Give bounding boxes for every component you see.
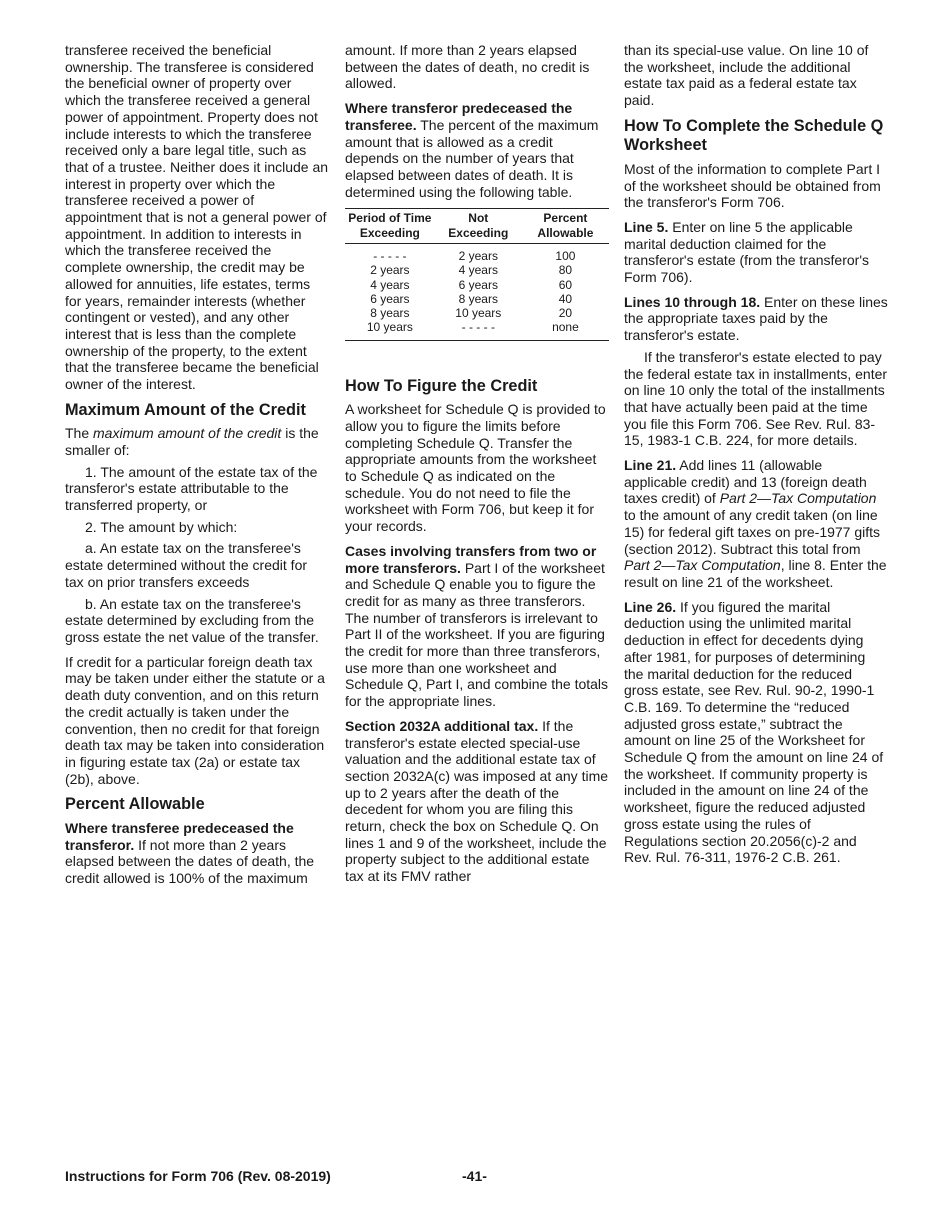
list-item-2: 2. The amount by which: bbox=[85, 518, 238, 535]
how-to-figure-paragraph: A worksheet for Schedule Q is provided to allow you to figure the limits before completing Schedule Q. Transfer the appropriate amounts from the worksheet to Schedule Q as indicated on the schedule. You do not need to file the worksheet with Form 706, but keep it for your records. bbox=[345, 401, 606, 535]
cell-percent: 60 bbox=[558, 277, 573, 292]
cell-not-exceeding: 8 years bbox=[458, 291, 498, 306]
footer-page-number: -41- bbox=[462, 1168, 487, 1184]
maximum-amount-heading: Maximum Amount of the Credit bbox=[65, 400, 306, 419]
table-header-row bbox=[345, 209, 609, 244]
cell-not-exceeding: - - - - - bbox=[435, 320, 522, 340]
how-to-figure-heading: How To Figure the Credit bbox=[345, 376, 538, 395]
column-1 bbox=[65, 42, 329, 895]
column-2 bbox=[345, 42, 609, 893]
line-5-paragraph: Line 5. Enter on line 5 the applicable marital deduction claimed for the transferor's estate (from the transferor's Form 706). bbox=[624, 218, 869, 286]
list-item-a: a. An estate tax on the transferee's estate determined without the credit for tax on prior transfers exceeds bbox=[65, 540, 308, 590]
maximum-amount-intro: The maximum amount of the credit is the smaller of: bbox=[65, 425, 319, 458]
table-row bbox=[345, 292, 609, 306]
continued-paragraph: than its special-use value. On line 10 of the worksheet, include the additional estate tax paid as a federal estate tax paid. bbox=[624, 42, 869, 109]
beneficial-ownership-paragraph: transferee received the beneficial ownership. The transferee is considered the beneficial owner of property over which the transferee received a general power of appointment. Property does not include interests to which the transferee received only a bare legal title, such as that of a trustee. Neither does it include an interest in property over which the transferee received a power of appointment that is not a general power of appointment. In addition to interests in which the transferee received the complete ownership, the credit may be allowed for annuities, life estates, terms for years, remainder interests (whether contingent or vested), and any other interest that is less than the complete ownership of the property, to the extent that the transferee became the beneficial owner of the interest. bbox=[65, 42, 329, 393]
installments-paragraph: If the transferor's estate elected to pay the federal estate tax in installments, enter on line 10 only the total of the installments that have actually been paid at the time you file this Form 706. See Rev. Rul. 83-15, 1983-1 C.B. 224, for more details. bbox=[624, 348, 888, 449]
cell-not-exceeding: 4 years bbox=[458, 263, 498, 278]
cell-period: 2 years bbox=[370, 263, 410, 278]
percent-allowable-heading: Percent Allowable bbox=[65, 795, 205, 814]
percent-allowable-table bbox=[345, 208, 609, 340]
line-21-paragraph: Line 21. Add lines 11 (allowable applicable credit) and 13 (foreign death taxes credit) of Part 2—Tax Computation to the amount of any credit taken (on line 15) for federal gift taxes on pre-1977 gifts (section 2012). Subtract this total from Part 2—Tax Computation, line 8. Enter the result on line 21 of the worksheet. bbox=[624, 457, 887, 590]
header-not-exceeding: Not Exceeding bbox=[435, 209, 522, 244]
cell-not-exceeding: 2 years bbox=[458, 248, 498, 263]
cell-period: - - - - - bbox=[373, 248, 407, 263]
footer-form-title: Instructions for Form 706 (Rev. 08-2019) bbox=[65, 1168, 331, 1184]
table-row bbox=[345, 243, 609, 263]
lines-10-18-paragraph: Lines 10 through 18. Enter on these lines the appropriate taxes paid by the transferor's estate. bbox=[624, 293, 888, 344]
table-row bbox=[345, 278, 609, 292]
cell-not-exceeding: 6 years bbox=[458, 277, 498, 292]
multiple-transferors-paragraph: Cases involving transfers from two or more transferors. Part I of the worksheet and Schedule Q enable you to figure the credit for as many as three transferors. The number of transferors is irrelevant to Part II of the worksheet. If you are figuring the credit for more than three transferors, use more than one worksheet and Schedule Q, Part I, and combine the totals for the appropriate lines. bbox=[345, 542, 609, 710]
column-3 bbox=[624, 42, 888, 874]
table-row bbox=[345, 306, 609, 320]
section-2032a-paragraph: Section 2032A additional tax. If the transferor's estate elected special-use valuation and the additional estate tax of section 2032A(c) was imposed at any time up to 2 years after the death of the decedent for whom you are filing this return, check the box on Schedule Q. On lines 1 and 9 of the worksheet, include the property subject to the additional estate tax at its FMV rather bbox=[345, 717, 609, 885]
table-row bbox=[345, 263, 609, 277]
list-item-1: 1. The amount of the estate tax of the transferor's estate attributable to the transferred property, or bbox=[65, 463, 318, 514]
header-percent-allowable: Percent Allowable bbox=[522, 209, 609, 244]
cell-percent: 20 bbox=[558, 306, 573, 321]
continued-paragraph: amount. If more than 2 years elapsed between the dates of death, no credit is allowed. bbox=[345, 42, 590, 92]
cell-percent: 100 bbox=[555, 248, 576, 263]
table-row bbox=[345, 320, 609, 340]
cell-percent: 80 bbox=[558, 263, 573, 278]
list-item-b: b. An estate tax on the transferee's estate determined by excluding from the gross estate the net value of the transfer. bbox=[65, 595, 319, 645]
foreign-death-tax-paragraph: If credit for a particular foreign death tax may be taken under either the statute or a death duty convention, and on this return the credit actually is taken under the convention, then no credit for that foreign death tax may be taken into consideration in figuring estate tax (2a) or estate tax (2b), above. bbox=[65, 653, 325, 787]
cell-period: 8 years bbox=[370, 306, 410, 321]
header-period-exceeding: Period of Time Exceeding bbox=[345, 209, 435, 244]
cell-period: 6 years bbox=[370, 291, 410, 306]
worksheet-intro-paragraph: Most of the information to complete Part I of the worksheet should be obtained from the transferor's Form 706. bbox=[624, 160, 881, 211]
worksheet-heading: How To Complete the Schedule Q Worksheet bbox=[624, 116, 884, 155]
line-26-paragraph: Line 26. If you figured the marital deduction using the unlimited marital deduction in effect for decedents dying after 1981, for purposes of determining the marital deduction for the reduced gross estate, see Rev. Rul. 90-2, 1990-1 C.B. 169. To determine the “reduced adjusted gross estate,” subtract the amount on line 25 of the Worksheet for Schedule Q from the amount on line 24 of the worksheet. If community property is included in the amount on line 24 of the worksheet, figure the reduced adjusted gross estate using the rules of Regulations section 20.2056(c)-2 and Rev. Rul. 76-311, 1976-2 C.B. 261. bbox=[624, 598, 884, 866]
cell-percent: 40 bbox=[558, 291, 573, 306]
cell-period: 4 years bbox=[370, 277, 410, 292]
transferee-predeceased-paragraph: Where transferee predeceased the transferor. If not more than 2 years elapsed between the dates of death, the credit allowed is 100% of the maximum bbox=[65, 819, 315, 886]
cell-period: 10 years bbox=[345, 320, 435, 340]
transferor-predeceased-paragraph: Where transferor predeceased the transferee. The percent of the maximum amount that is allowed as a credit depends on the number of years that elapsed between dates of death. It is determined using the following table. bbox=[345, 100, 599, 200]
cell-not-exceeding: 10 years bbox=[455, 306, 502, 321]
cell-percent: none bbox=[522, 320, 609, 340]
